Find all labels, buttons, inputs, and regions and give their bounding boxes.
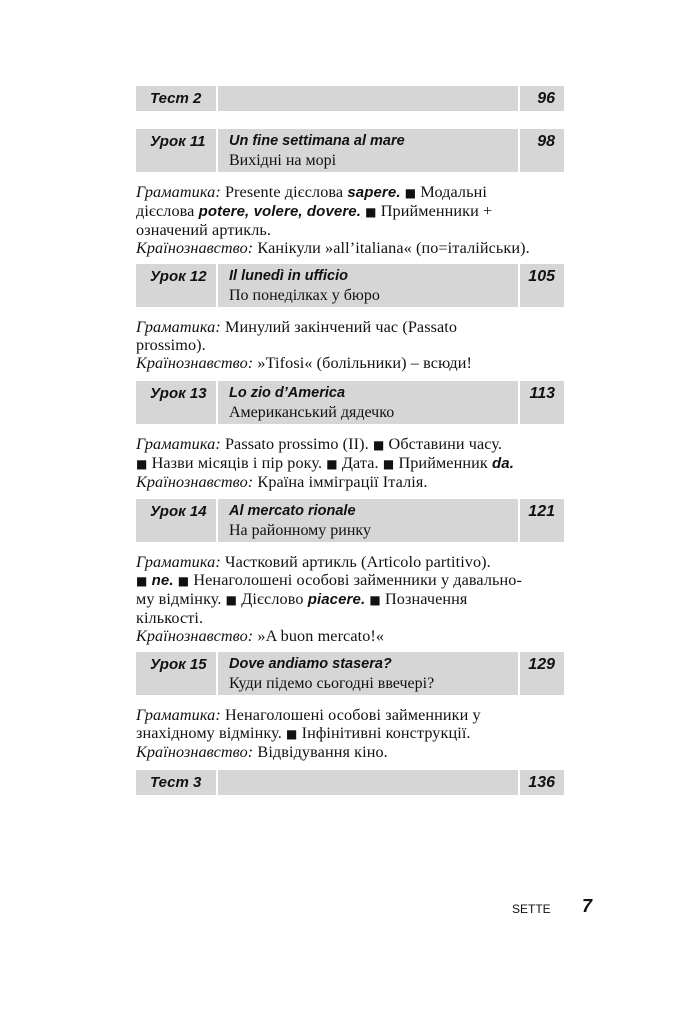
toc-entry-lesson-11[interactable] <box>136 129 564 172</box>
text-segment: Назви місяців і пір року. <box>147 454 327 472</box>
description-line <box>136 627 576 645</box>
description-line <box>136 473 576 491</box>
text-segment: »Tifosi« (болільники) – всюди! <box>253 354 473 372</box>
divider <box>518 499 520 542</box>
entry-label: Тест 2 <box>150 90 202 107</box>
text-segment: Ненаголошені особові займенники у давально- <box>189 571 522 589</box>
toc-entry-lesson-12[interactable] <box>136 264 564 307</box>
section-heading: Граматика: <box>136 183 221 201</box>
lesson-label: Урок 15 <box>150 656 207 673</box>
text-segment: Відвідування кіно. <box>253 743 388 761</box>
text-segment: му відмінку. <box>136 590 226 608</box>
lesson-title: Dove andiamo stasera? <box>229 656 392 672</box>
description-line <box>136 609 576 627</box>
lesson-label: Урок 12 <box>150 268 207 285</box>
description-line <box>136 239 576 257</box>
lesson-title: Il lunedì in ufficio <box>229 268 348 284</box>
toc-entry-lesson-14[interactable] <box>136 499 564 542</box>
text-segment: кількості. <box>136 609 204 627</box>
divider <box>216 264 218 307</box>
description-line <box>136 724 576 743</box>
text-segment: Дата. <box>337 454 383 472</box>
text-segment: Країна імміграції Італія. <box>253 473 428 491</box>
divider <box>518 770 520 795</box>
lesson-label: Урок 11 <box>150 133 206 150</box>
description-line <box>136 354 576 372</box>
divider <box>518 86 520 111</box>
divider <box>518 381 520 424</box>
description-line <box>136 590 576 609</box>
bullet-square-icon: ■ <box>136 574 148 588</box>
text-segment: означений артикль. <box>136 221 272 239</box>
bullet-square-icon: ■ <box>369 593 381 607</box>
divider <box>216 652 218 695</box>
lesson-subtitle: Американський дядечко <box>229 404 395 421</box>
lesson-subtitle: Куди підемо сьогодні ввечері? <box>229 675 435 692</box>
text-segment: Ненаголошені особові займенники у <box>220 706 481 724</box>
bullet-square-icon: ■ <box>404 186 417 200</box>
bullet-square-icon: ■ <box>382 457 395 471</box>
page-number: 105 <box>528 268 555 285</box>
bullet-square-icon: ■ <box>136 457 148 471</box>
bullet-square-icon: ■ <box>225 593 238 607</box>
text-segment: Дієслово <box>237 590 308 608</box>
page-number: 7 <box>582 896 593 916</box>
description-line <box>136 202 576 221</box>
divider <box>216 381 218 424</box>
text-segment: Минулий закінчений час (Passato <box>220 318 458 336</box>
lesson-description <box>136 183 576 257</box>
section-heading: Країнознавство: <box>136 473 254 491</box>
text-segment: Модальні <box>416 183 487 201</box>
section-heading: Граматика: <box>136 435 221 453</box>
text-segment: prossimo). <box>136 336 206 354</box>
description-line <box>136 706 576 724</box>
text-segment: Прийменники + <box>376 202 493 220</box>
text-segment: Інфінітивні конструкції. <box>297 724 471 742</box>
text-segment: знахідному відмінку. <box>136 724 286 742</box>
description-line <box>136 435 576 454</box>
text-segment: Обставини часу. <box>384 435 503 453</box>
description-line <box>136 318 576 336</box>
description-line <box>136 743 576 761</box>
keyword: potere, volere, dovere. <box>198 203 361 220</box>
section-heading: Країнознавство: <box>136 239 254 257</box>
divider <box>518 652 520 695</box>
description-line <box>136 454 576 473</box>
page-number: 98 <box>537 133 555 150</box>
keyword: da. <box>491 455 514 472</box>
bullet-square-icon: ■ <box>372 438 385 452</box>
page-number: 113 <box>529 385 555 402</box>
section-heading: Граматика: <box>136 706 221 724</box>
section-heading: Граматика: <box>136 318 221 336</box>
divider <box>216 129 218 172</box>
divider <box>518 129 520 172</box>
lesson-description <box>136 553 576 645</box>
divider <box>216 86 218 111</box>
bullet-square-icon: ■ <box>285 727 298 741</box>
bullet-square-icon: ■ <box>177 574 190 588</box>
lesson-subtitle: Вихідні на морі <box>229 152 337 169</box>
toc-entry-lesson-15[interactable] <box>136 652 564 695</box>
text-segment: »A buon mercato!« <box>253 627 385 645</box>
text-segment: дієслова <box>136 202 199 220</box>
lesson-description <box>136 435 576 491</box>
lesson-subtitle: По понеділках у бюро <box>229 287 380 304</box>
keyword: ne. <box>151 572 174 589</box>
lesson-subtitle: На районному ринку <box>229 522 371 539</box>
page-number: 121 <box>528 503 555 520</box>
bullet-square-icon: ■ <box>365 205 377 219</box>
lesson-label: Урок 14 <box>150 503 207 520</box>
description-line <box>136 553 576 571</box>
divider <box>216 499 218 542</box>
divider <box>216 770 218 795</box>
text-segment: Прийменник <box>394 454 492 472</box>
page-number: 136 <box>528 774 555 791</box>
lesson-title: Al mercato rionale <box>229 503 356 519</box>
page-number: 96 <box>537 90 555 107</box>
description-line <box>136 183 576 202</box>
bullet-square-icon: ■ <box>326 457 338 471</box>
lesson-title: Un fine settimana al mare <box>229 133 405 149</box>
keyword: piacere. <box>307 591 366 608</box>
toc-entry-lesson-13[interactable] <box>136 381 564 424</box>
lesson-label: Урок 13 <box>150 385 207 402</box>
description-line <box>136 571 576 590</box>
lesson-description <box>136 318 576 372</box>
text-segment: Канікули »all’italiana« (по=італійськи). <box>253 239 530 257</box>
divider <box>518 264 520 307</box>
text-segment: Частковий артикль (Articolo partitivo). <box>220 553 491 571</box>
text-segment: Позначення <box>380 590 468 608</box>
description-line <box>136 336 576 354</box>
toc-entry-test-2[interactable] <box>136 86 564 111</box>
page-number: 129 <box>528 656 555 673</box>
page-number-word: SETTE <box>512 902 551 916</box>
keyword: sapere. <box>347 184 401 201</box>
section-heading: Країнознавство: <box>136 627 254 645</box>
toc-entry-test-3[interactable] <box>136 770 564 795</box>
description-line <box>136 221 576 239</box>
text-segment: Passato prossimo (II). <box>220 435 373 453</box>
entry-label: Тест 3 <box>150 774 202 791</box>
section-heading: Країнознавство: <box>136 743 254 761</box>
lesson-description <box>136 706 576 761</box>
text-segment: Presente дієслова <box>220 183 348 201</box>
section-heading: Країнознавство: <box>136 354 254 372</box>
lesson-title: Lo zio d’America <box>229 385 346 401</box>
section-heading: Граматика: <box>136 553 221 571</box>
